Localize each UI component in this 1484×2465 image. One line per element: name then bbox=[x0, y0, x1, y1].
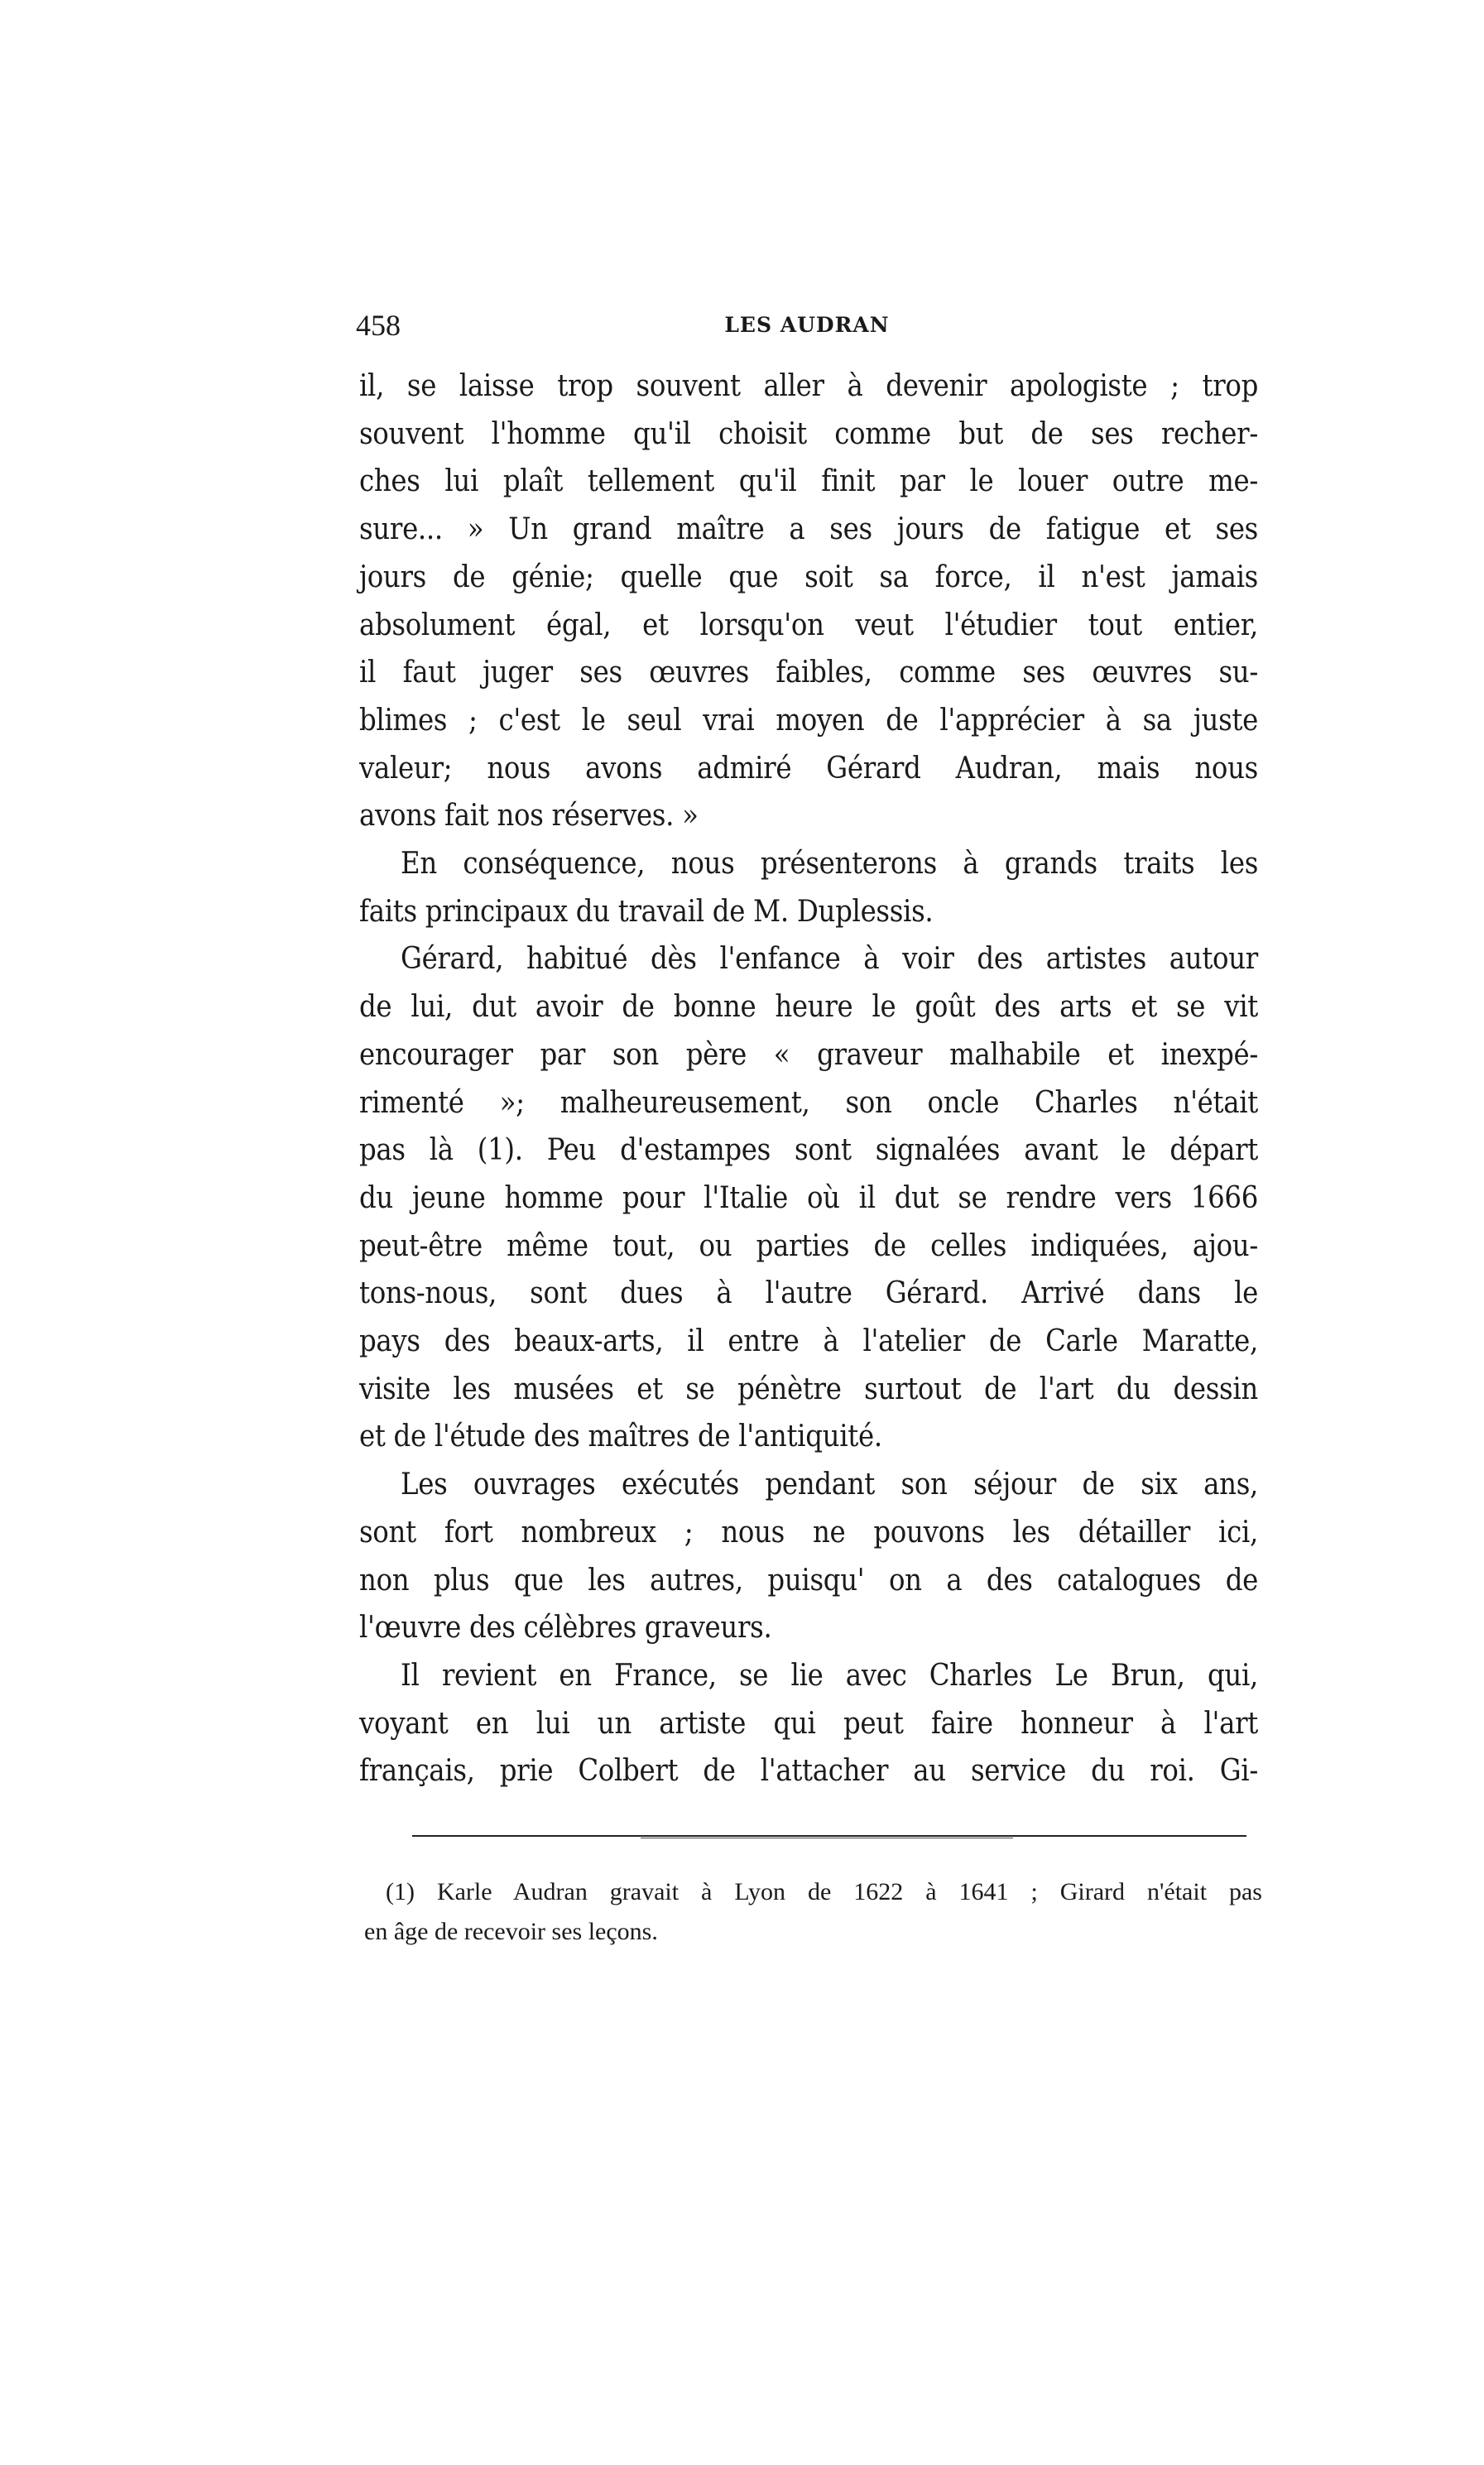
text-line: sure... » Un grand maître a ses jours de fatigue et ses bbox=[359, 512, 1258, 547]
footnote-line: (1) Karle Audran gravait à Lyon de 1622 à 1641 ; Girard n'était pas bbox=[386, 1878, 1262, 1905]
page-number: 458 bbox=[356, 309, 401, 342]
text-line: blimes ; c'est le seul vrai moyen de l'apprécier à sa juste bbox=[359, 703, 1258, 738]
text-line: voyant en lui un artiste qui peut faire honneur à l'art bbox=[359, 1706, 1258, 1741]
text-line: du jeune homme pour l'Italie où il dut se rendre vers 1666 bbox=[359, 1180, 1258, 1215]
text-line: pays des beaux-arts, il entre à l'atelier de Carle Maratte, bbox=[359, 1324, 1258, 1359]
body-text bbox=[359, 363, 1258, 1795]
text-line: pas là (1). Peu d'estampes sont signalées avant le départ bbox=[359, 1133, 1258, 1168]
text-line: et de l'étude des maîtres de l'antiquité. bbox=[359, 1420, 882, 1454]
text-line: de lui, dut avoir de bonne heure le goût des arts et se vit bbox=[359, 990, 1258, 1025]
text-line: souvent l'homme qu'il choisit comme but de ses recher- bbox=[359, 416, 1258, 451]
footnote-divider bbox=[412, 1835, 1246, 1837]
text-line: encourager par son père « graveur malhabile et inexpé- bbox=[359, 1037, 1258, 1072]
text-line: valeur; nous avons admiré Gérard Audran, mais nous bbox=[359, 751, 1258, 786]
text-line: l'œuvre des célèbres graveurs. bbox=[359, 1611, 772, 1646]
text-line: rimenté »; malheureusement, son oncle Charles n'était bbox=[359, 1085, 1258, 1120]
text-line: Gérard, habitué dès l'enfance à voir des artistes autour bbox=[401, 942, 1258, 977]
text-line: ches lui plaît tellement qu'il finit par le louer outre me- bbox=[359, 464, 1258, 499]
footnote-line: en âge de recevoir ses leçons. bbox=[364, 1918, 658, 1945]
text-line: Les ouvrages exécutés pendant son séjour de six ans, bbox=[401, 1468, 1258, 1502]
text-line: peut-être même tout, ou parties de celles indiquées, ajou- bbox=[359, 1228, 1258, 1263]
text-line: visite les musées et se pénètre surtout de l'art du dessin bbox=[359, 1372, 1258, 1406]
text-line: il faut juger ses œuvres faibles, comme ses œuvres su- bbox=[359, 656, 1258, 690]
text-line: faits principaux du travail de M. Duplessis. bbox=[359, 894, 934, 929]
text-line: français, prie Colbert de l'attacher au service du roi. Gi- bbox=[359, 1754, 1258, 1789]
text-line: tons-nous, sont dues à l'autre Gérard. Arrivé dans le bbox=[359, 1276, 1258, 1311]
text-line: Il revient en France, se lie avec Charles Le Brun, qui, bbox=[401, 1658, 1258, 1693]
footnote bbox=[364, 1872, 1262, 1952]
text-line: non plus que les autres, puisqu' on a des catalogues de bbox=[359, 1563, 1258, 1598]
text-line: il, se laisse trop souvent aller à devenir apologiste ; trop bbox=[359, 369, 1258, 403]
text-line: absolument égal, et lorsqu'on veut l'étudier tout entier, bbox=[359, 608, 1258, 642]
page-header bbox=[356, 308, 1258, 349]
text-line: jours de génie; quelle que soit sa force, il n'est jamais bbox=[359, 560, 1258, 594]
text-line: sont fort nombreux ; nous ne pouvons les détailler ici, bbox=[359, 1515, 1258, 1550]
running-head: LES AUDRAN bbox=[724, 313, 890, 337]
text-line: En conséquence, nous présenterons à grands traits les bbox=[401, 847, 1258, 882]
text-line: avons fait nos réserves. » bbox=[359, 799, 699, 834]
